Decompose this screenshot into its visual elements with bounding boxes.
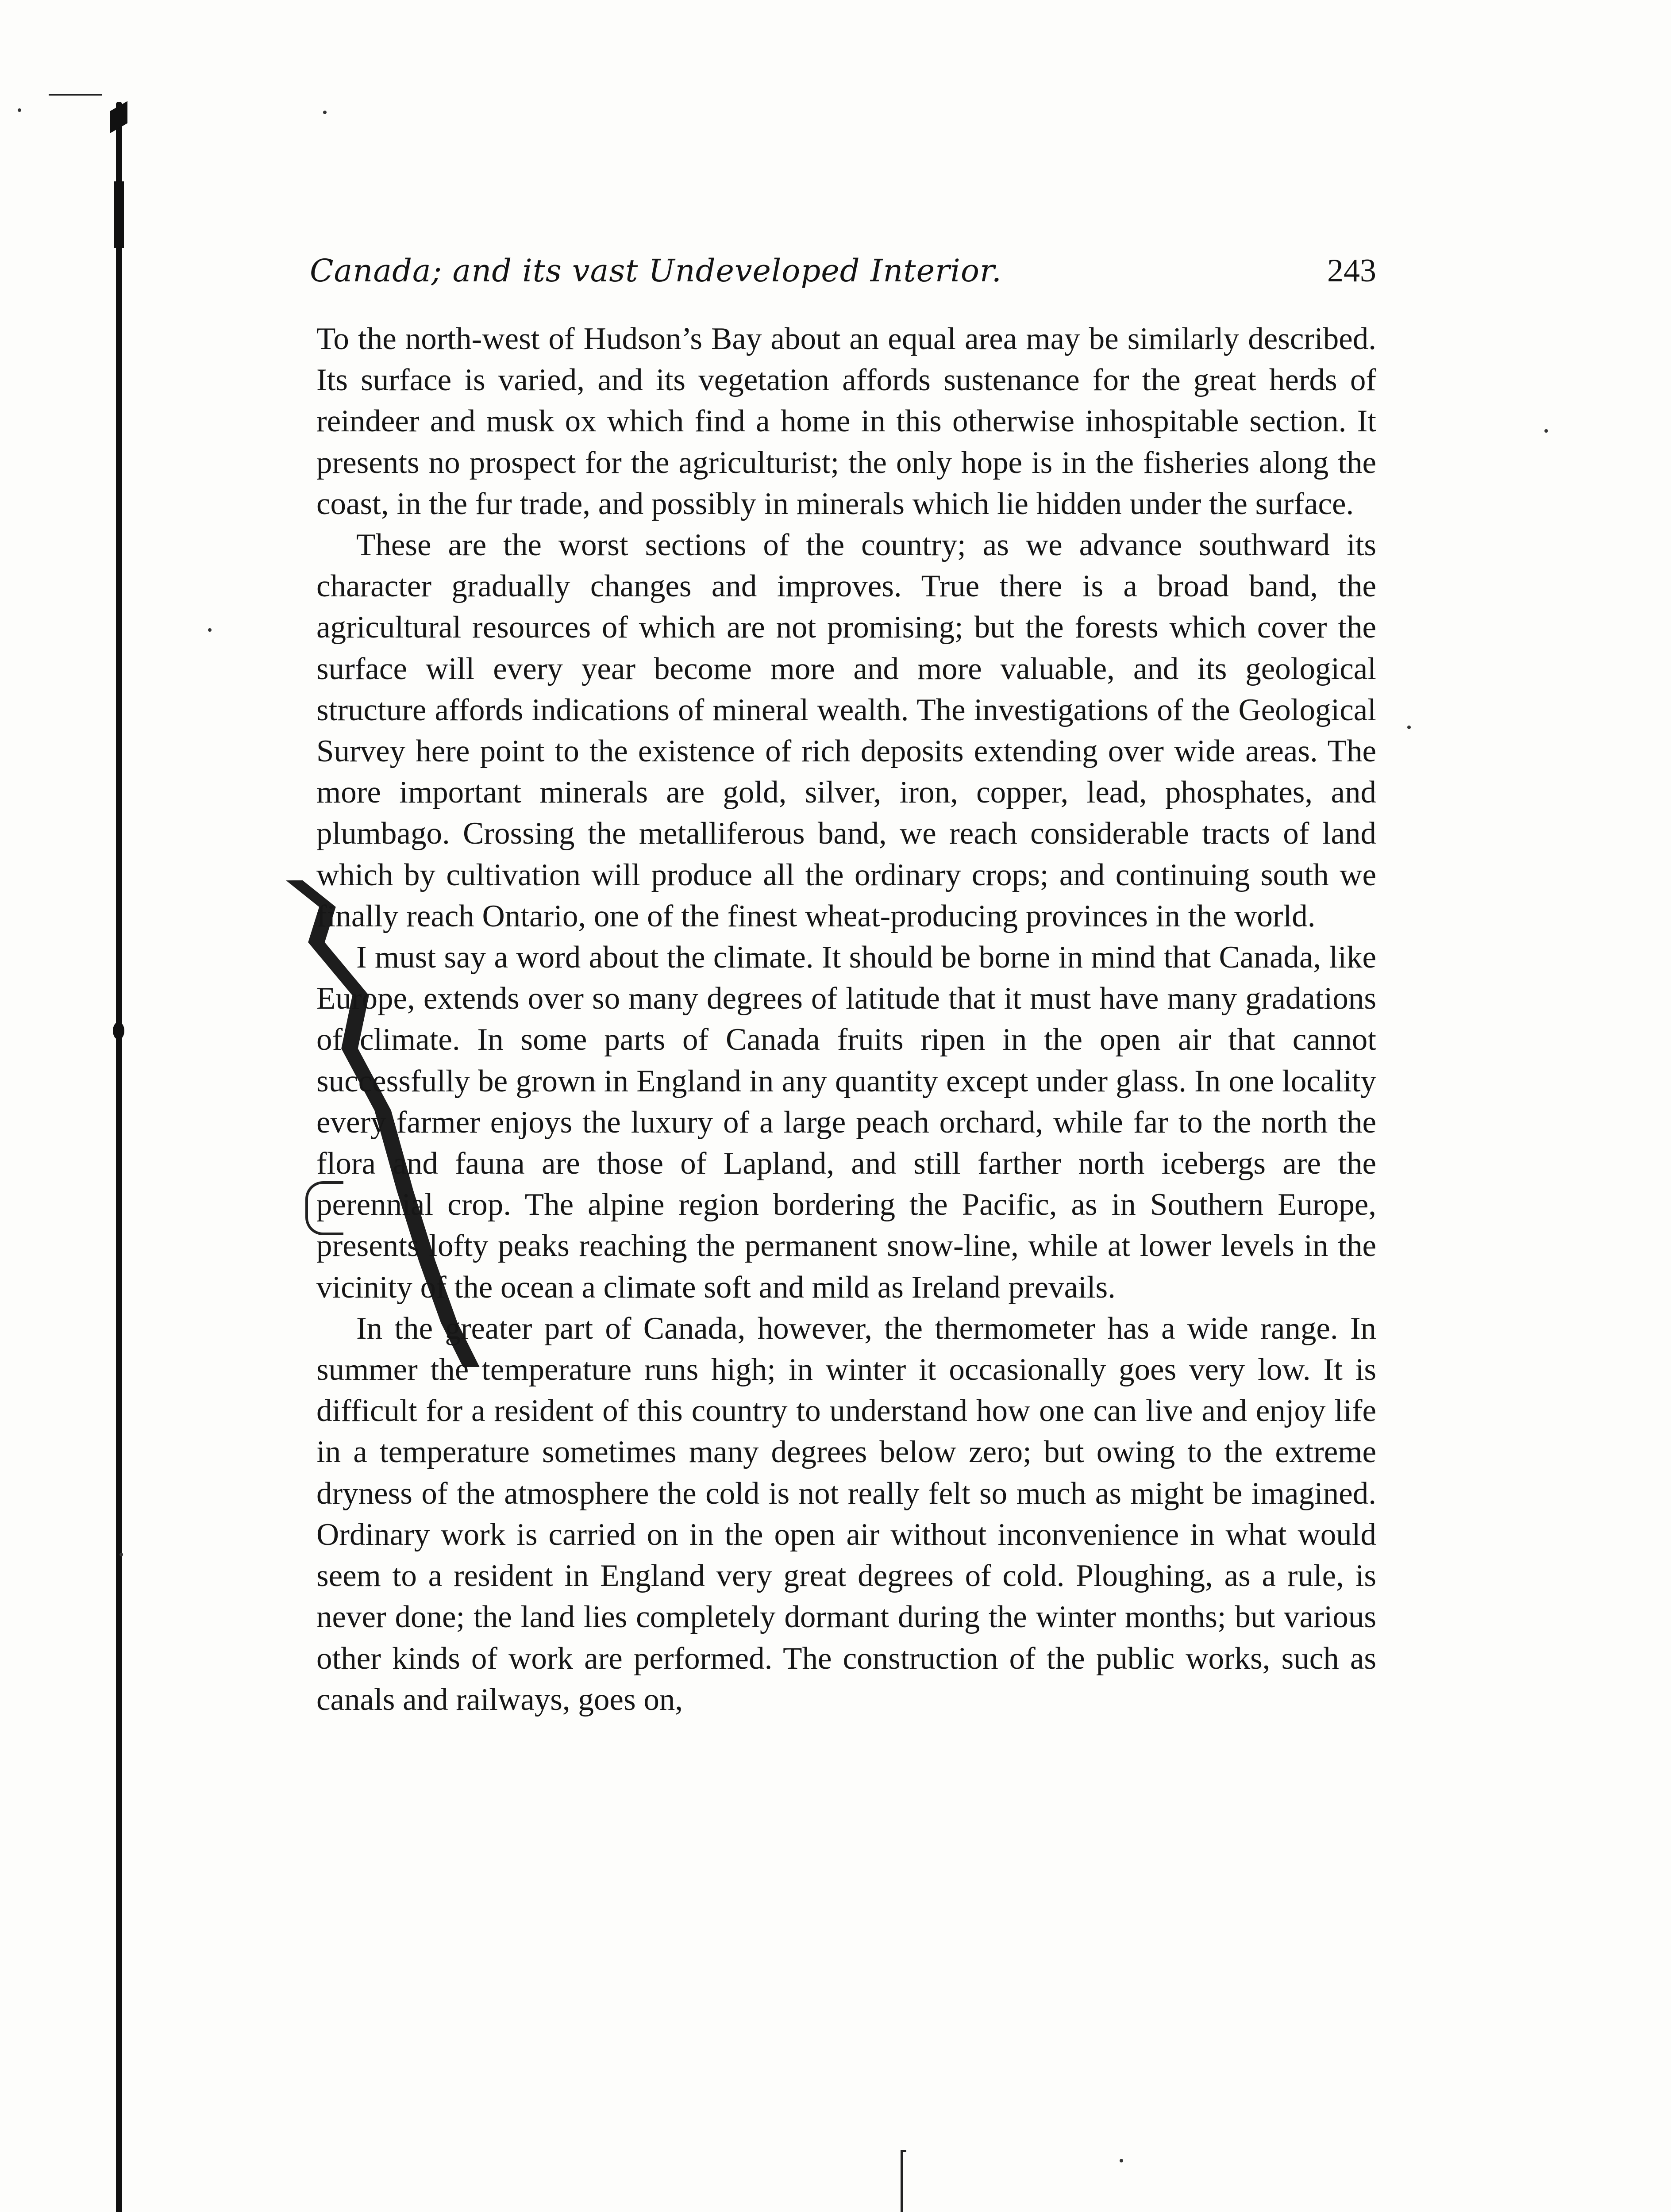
page-speck (1544, 429, 1548, 433)
binding-tick (113, 1022, 124, 1040)
paragraph: To the north-west of Hudson’s Bay about an equal area may be similarly described. Its surface is varied, and its vegetation affords sustenance for the great herds of reindeer and musk ox which find a home in this otherwise inhospitable section. It presents no prospect for the agriculturist; the only hope is in the fisheries along the coast, in the fur trade, and possibly in minerals which lie hidden under the surface. (316, 322, 1376, 521)
paragraph: I must say a word about the climate. It should be borne in mind that Canada, like Europe, extends over so many degrees of latitude that it must have many gradations of climate. In some parts of Canada fruits ripen in the open air that cannot successfully be grown in England in any quantity except under glass. In one locality every farmer enjoys the luxury of a large peach orchard, while far to the north the flora and fauna are those of Lapland, and still farther north icebergs are the perennial crop. The alpine region bordering the Pacific, as in Southern Europe, presents lofty peaks reaching the permanent snow-line, while at lower levels in the vicinity of the ocean a climate soft and mild as Ireland prevails. (316, 940, 1376, 1305)
paragraph: In the greater part of Canada, however, the thermometer has a wide range. In summer the temperature runs high; in winter it occasionally goes very low. It is difficult for a resident of this country to understand how one can live and enjoy life in a temperature sometimes many degrees below zero; but owing to the extreme dryness of the atmosphere the cold is not really felt so much as might be imagined. Ordinary work is carried on in the open air without inconvenience in what would seem to a resident in England very great degrees of cold. Ploughing, as a rule, is never done; the land lies completely dormant during the winter months; but various other kinds of work are performed. The construction of the public works, such as canals and railways, goes on, (316, 1311, 1376, 1717)
running-head (310, 252, 1376, 301)
page-speck (208, 628, 212, 632)
page-mark (49, 94, 102, 96)
paragraph: These are the worst sections of the country; as we advance southward its character gradually changes and improves. True there is a broad band, the agricultural resources of which are not promising; but the forests which cover the surface will every year become more and more valuable, and its geological structure affords indications of mineral wealth. The investigations of the Geological Survey here point to the existence of rich deposits extending over wide areas. The more important minerals are gold, silver, iron, copper, lead, phosphates, and plumbago. Crossing the metalliferous band, we reach considerable tracts of land which by cultivation will produce all the ordinary crops; and continuing south we finally reach Ontario, one of the finest wheat-producing provinces in the world. (316, 528, 1376, 933)
page-mark (901, 2150, 906, 2212)
binding-tick (114, 181, 124, 248)
binding-rule (116, 102, 122, 2212)
page-speck (1120, 2159, 1123, 2162)
page-speck (18, 108, 21, 112)
running-title: Canada; and its vast Undeveloped Interior. (310, 253, 1002, 289)
page-speck (323, 111, 327, 114)
page-speck (1407, 726, 1411, 729)
body-text (316, 319, 1376, 1720)
page-speck (119, 1553, 123, 1556)
page-number: 243 (1327, 253, 1376, 289)
